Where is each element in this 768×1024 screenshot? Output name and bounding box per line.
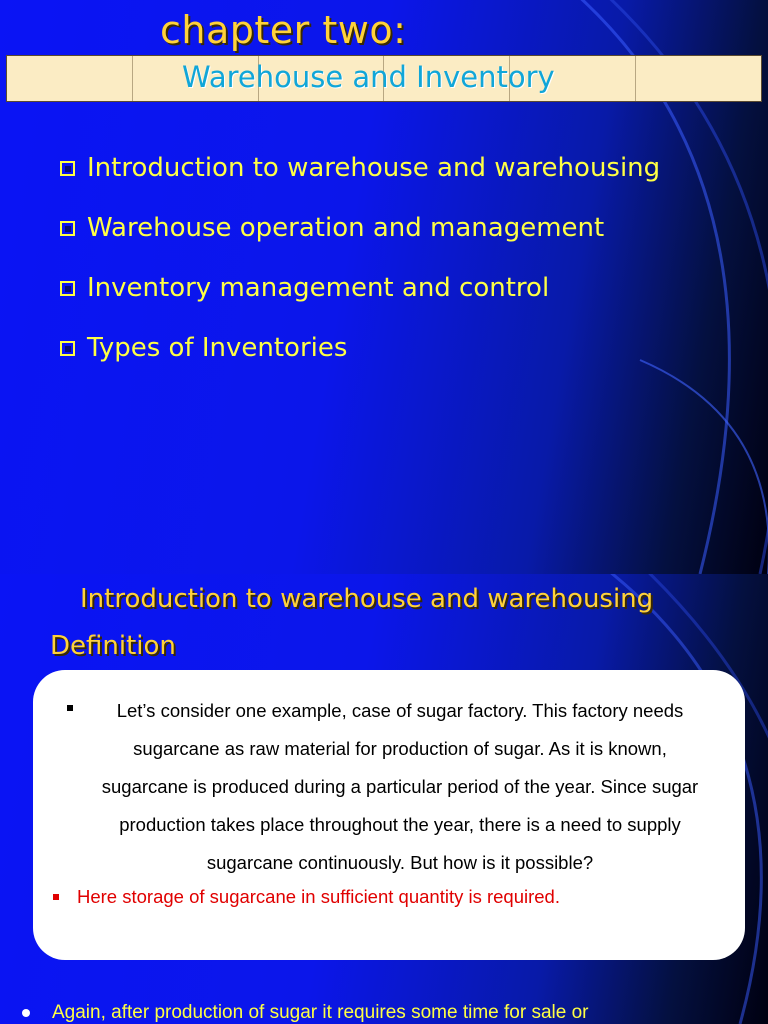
hollow-square-bullet-icon <box>60 341 75 356</box>
chapter-title: chapter two: <box>160 8 407 52</box>
continued-item <box>22 1002 762 1024</box>
example-item <box>59 692 719 882</box>
square-bullet-icon <box>67 705 73 711</box>
hollow-square-bullet-icon <box>60 161 75 176</box>
example-card <box>33 670 745 960</box>
topic-item <box>60 138 660 198</box>
section-heading: Introduction to warehouse and warehousing <box>80 584 654 614</box>
topic-item <box>60 258 660 318</box>
definition-label: Definition <box>50 631 176 661</box>
topic-text: Inventory management and control <box>87 273 550 303</box>
topic-item <box>60 198 660 258</box>
topic-item <box>60 318 660 378</box>
topic-text: Introduction to warehouse and warehousing <box>87 153 661 183</box>
red-square-bullet-icon <box>53 894 59 900</box>
hollow-square-bullet-icon <box>60 221 75 236</box>
slide-2 <box>0 574 768 1024</box>
example-paragraph: Let’s consider one example, case of sugar factory. This factory needs sugarcane as raw material for production of sugar. As it is known, sugarcane is produced during a particular period of the year. Since sugar production takes place throughout the year, there is a need to supply sugarcane continuously. But how is it possible? <box>101 700 699 873</box>
highlight-item <box>49 886 719 908</box>
highlight-text: Here storage of sugarcane in sufficient quantity is required. <box>77 886 560 907</box>
topic-text: Warehouse operation and management <box>87 213 605 243</box>
chapter-subtitle: Warehouse and Inventory <box>182 60 555 94</box>
topic-text: Types of Inventories <box>87 333 348 363</box>
hollow-square-bullet-icon <box>60 281 75 296</box>
topic-list <box>60 138 660 378</box>
round-bullet-icon <box>22 1009 30 1017</box>
continued-text: Again, after production of sugar it requires some time for sale or <box>52 1002 589 1023</box>
